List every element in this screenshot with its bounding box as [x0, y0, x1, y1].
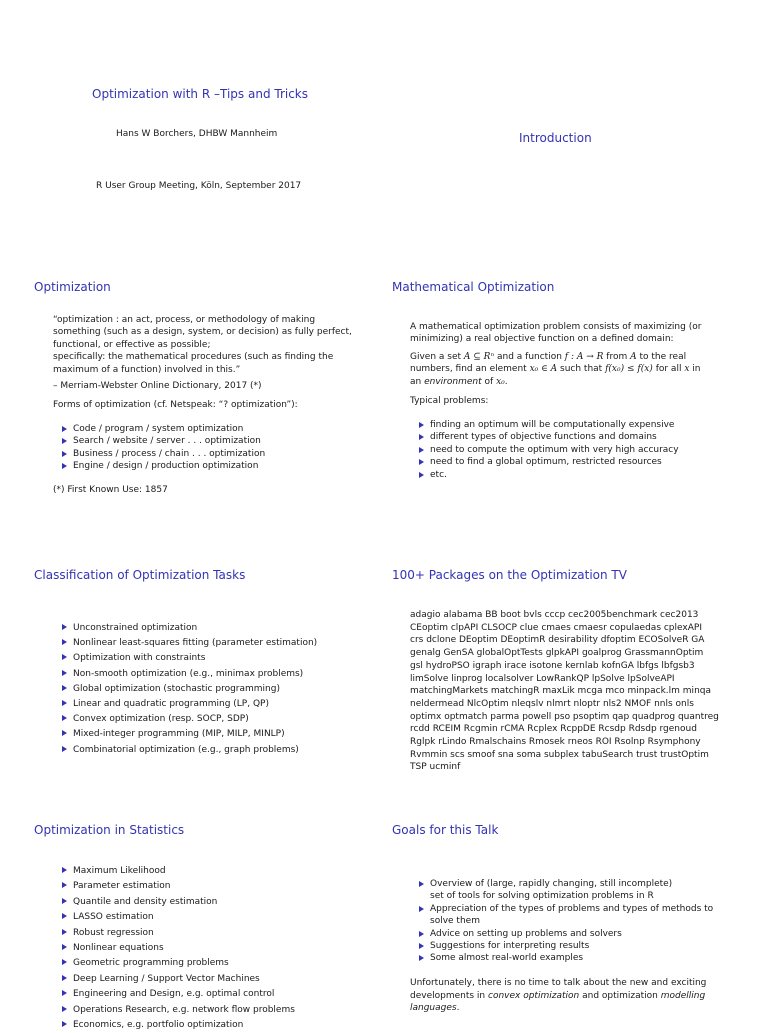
math-slide-title: Mathematical Optimization: [392, 280, 555, 294]
list-item: Nonlinear equations: [61, 941, 295, 956]
list-item: finding an optimum will be computationally expensive: [418, 419, 679, 431]
list-item: Unconstrained optimization: [61, 621, 317, 636]
packages-line: rcdd RCEIM Rcgmin rCMA Rcplex RcppDE Rcsdp Rdsdp rgenoud: [410, 724, 697, 735]
quote-source: – Merriam-Webster Online Dictionary, 2017 (*): [53, 381, 262, 391]
list-item: Combinatorial optimization (e.g., graph problems): [61, 743, 317, 758]
list-item: LASSO estimation: [61, 910, 295, 925]
math-definition: [410, 351, 760, 388]
quote-line: something (such as a design, system, or decision) as fully perfect,: [53, 327, 352, 338]
list-item: Non-smooth optimization (e.g., minimax problems): [61, 667, 317, 682]
list-item: Advice on setting up problems and solvers: [418, 928, 713, 940]
list-item: Operations Research, e.g. network flow problems: [61, 1003, 295, 1018]
list-item: Overview of (large, rapidly changing, still incomplete) set of tools for solving optimization problems in R: [418, 878, 713, 903]
forms-list: [61, 423, 265, 473]
packages-line: adagio alabama BB boot bvls cccp cec2005benchmark cec2013: [410, 610, 699, 620]
intro-line: A mathematical optimization problem consists of maximizing (or: [410, 322, 702, 332]
list-item: Code / program / system optimization: [61, 423, 265, 435]
forms-heading: Forms of optimization (cf. Netspeak: “? optimization”):: [53, 400, 298, 410]
list-item: Business / process / chain . . . optimization: [61, 448, 265, 460]
list-item: Appreciation of the types of problems and types of methods to solve them: [418, 903, 713, 928]
quote-line: maximum of a function) involved in this.”: [53, 364, 241, 375]
packages-line: TSP ucminf: [410, 762, 461, 773]
definition-line: Given a set A ⊆ Rⁿ and a function f : A → R from A to the real: [410, 352, 687, 362]
math-intro: [410, 321, 701, 346]
list-item: Deep Learning / Support Vector Machines: [61, 972, 295, 987]
list-item: etc.: [418, 469, 679, 481]
quote-line: specifically: the mathematical procedures (such as finding the: [53, 352, 334, 363]
list-item: Search / website / server . . . optimization: [61, 435, 265, 447]
optimization-slide-title: Optimization: [34, 280, 111, 294]
definition-line: an environment of x₀.: [410, 376, 508, 387]
typical-problems-list: [418, 419, 679, 481]
quote-line: “optimization : an act, process, or methodology of making: [53, 315, 316, 325]
classification-slide-title: Classification of Optimization Tasks: [34, 568, 246, 582]
packages-line: genalg GenSA globalOptTests glpkAPI goalprog GrassmannOptim: [410, 648, 704, 659]
packages-line: Rvmmin scs smoof sna soma subplex tabuSearch trust trustOptim: [410, 749, 709, 760]
statistics-list: [61, 864, 295, 1033]
intro-title: Introduction: [519, 131, 592, 145]
optimization-quote: [53, 314, 352, 376]
definition-line: numbers, find an element x₀ ∈ A such that f(x₀) ≤ f(x) for all x in: [410, 364, 701, 375]
talk-title: Optimization with R –Tips and Tricks: [92, 87, 309, 101]
intro-line: minimizing) a real objective function on a defined domain:: [410, 334, 674, 345]
typical-heading: Typical problems:: [410, 396, 489, 406]
list-item: Engineering and Design, e.g. optimal control: [61, 987, 295, 1002]
quote-line: functional, or effective as possible;: [53, 339, 211, 350]
closing-line: developments in convex optimization and optimization modelling: [410, 990, 706, 1001]
packages-slide-title: 100+ Packages on the Optimization TV: [392, 568, 627, 582]
list-item: Nonlinear least-squares fitting (parameter estimation): [61, 636, 317, 651]
list-item: Parameter estimation: [61, 879, 295, 894]
list-item: Mixed-integer programming (MIP, MILP, MINLP): [61, 727, 317, 742]
list-item: Suggestions for interpreting results: [418, 940, 713, 952]
packages-line: neldermead NlcOptim nleqslv nlmrt nloptr nls2 NMOF nnls onls: [410, 698, 694, 709]
packages-line: gsl hydroPSO igraph irace isotone kernlab kofnGA lbfgs lbfgsb3: [410, 660, 695, 671]
list-item: Convex optimization (resp. SOCP, SDP): [61, 712, 317, 727]
list-item: Optimization with constraints: [61, 651, 317, 666]
list-item: Maximum Likelihood: [61, 864, 295, 879]
goals-closing: [410, 977, 706, 1015]
closing-line: languages.: [410, 1003, 460, 1014]
goals-slide-title: Goals for this Talk: [392, 823, 499, 837]
statistics-slide-title: Optimization in Statistics: [34, 823, 185, 837]
list-item: need to find a global optimum, restricted resources: [418, 456, 679, 468]
list-item: Economics, e.g. portfolio optimization: [61, 1018, 295, 1033]
author-line: Hans W Borchers, DHBW Mannheim: [116, 129, 278, 139]
list-item: different types of objective functions and domains: [418, 431, 679, 443]
event-line: R User Group Meeting, Köln, September 2017: [96, 181, 302, 191]
packages-line: Rglpk rLindo Rmalschains Rmosek rneos ROI Rsolnp Rsymphony: [410, 737, 701, 748]
list-item: Global optimization (stochastic programming): [61, 682, 317, 697]
packages-line: limSolve linprog localsolver LowRankQP lpSolve lpSolveAPI: [410, 673, 675, 684]
list-item: need to compute the optimum with very high accuracy: [418, 444, 679, 456]
list-item: Geometric programming problems: [61, 956, 295, 971]
packages-line: crs dclone DEoptim DEoptimR desirability dfoptim ECOSolveR GA: [410, 635, 705, 646]
goals-list: [418, 878, 713, 965]
packages-line: matchingMarkets matchingR maxLik mcga mco minpack.lm minqa: [410, 686, 711, 697]
packages-line: CEoptim clpAPI CLSOCP clue cmaes cmaesr copulaedas cplexAPI: [410, 622, 702, 633]
footnote: (*) First Known Use: 1857: [53, 485, 168, 495]
list-item: Linear and quadratic programming (LP, QP): [61, 697, 317, 712]
list-item: Robust regression: [61, 926, 295, 941]
closing-line: Unfortunately, there is no time to talk about the new and exciting: [410, 978, 707, 988]
packages-line: optimx optmatch parma powell pso psoptim qap quadprog quantreg: [410, 711, 719, 722]
packages-text: [410, 609, 719, 774]
list-item: Engine / design / production optimization: [61, 460, 265, 472]
list-item: Quantile and density estimation: [61, 895, 295, 910]
list-item: Some almost real-world examples: [418, 952, 713, 964]
classification-list: [61, 621, 317, 758]
